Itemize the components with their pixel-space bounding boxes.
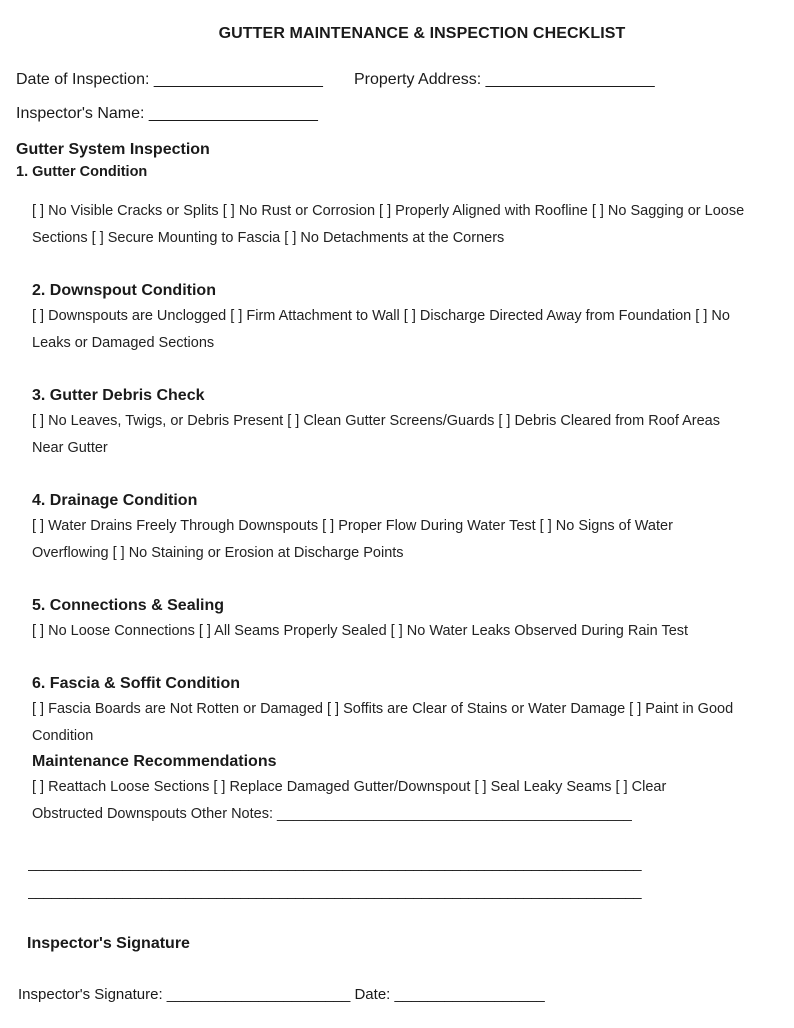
property-address-field[interactable]: Property Address: ___________________ [354,71,655,88]
section-1-heading: 1. Gutter Condition [16,164,148,180]
section-3-checklist[interactable]: [ ] No Leaves, Twigs, or Debris Present [ ] Clean Gutter Screens/Guards [ ] Debris Cleared from Roof Areas Near Gutter [32,413,720,456]
section-2-heading: 2. Downspout Condition [32,282,216,299]
section-heading-gutter-system: Gutter System Inspection [16,141,210,158]
maintenance-recommendations-heading: Maintenance Recommendations [32,753,277,770]
notes-line-1[interactable]: ______________________________________________________________________________ [28,856,642,872]
section-5-checklist[interactable]: [ ] No Loose Connections [ ] All Seams Properly Sealed [ ] No Water Leaks Observed During Rain Test [32,623,689,639]
signature-and-date-field[interactable]: Inspector's Signature: ______________________ Date: __________________ [18,986,545,1003]
section-4-checklist[interactable]: [ ] Water Drains Freely Through Downspouts [ ] Proper Flow During Water Test [ ] No Signs of Water Overflowing [ ] No Staining or Erosion at Discharge Points [32,518,673,561]
maintenance-recommendations-checklist[interactable]: [ ] Reattach Loose Sections [ ] Replace Damaged Gutter/Downspout [ ] Seal Leaky Seams [ ] Clear Obstructed Downspouts Other Notes: ____________________________________________ [32,779,667,822]
section-3-heading: 3. Gutter Debris Check [32,387,205,404]
page-title: GUTTER MAINTENANCE & INSPECTION CHECKLIST [218,25,626,42]
signature-heading: Inspector's Signature [27,935,190,952]
inspector-name-field[interactable]: Inspector's Name: ___________________ [16,105,318,122]
notes-line-2[interactable]: ______________________________________________________________________________ [28,884,642,900]
date-of-inspection-field[interactable]: Date of Inspection: ___________________ [16,71,323,88]
section-2-checklist[interactable]: [ ] Downspouts are Unclogged [ ] Firm Attachment to Wall [ ] Discharge Directed Away from Foundation [ ] No Leaks or Damaged Sections [32,308,730,351]
section-6-heading: 6. Fascia & Soffit Condition [32,675,241,692]
section-6-checklist[interactable]: [ ] Fascia Boards are Not Rotten or Damaged [ ] Soffits are Clear of Stains or Water Damage [ ] Paint in Good Condition [32,701,734,744]
section-4-heading: 4. Drainage Condition [32,492,198,509]
section-1-checklist[interactable]: [ ] No Visible Cracks or Splits [ ] No Rust or Corrosion [ ] Properly Aligned with Roofline [ ] No Sagging or Loose Sections [ ] Secure Mounting to Fascia [ ] No Detachments at the Corners [32,203,745,246]
section-5-heading: 5. Connections & Sealing [32,597,225,614]
